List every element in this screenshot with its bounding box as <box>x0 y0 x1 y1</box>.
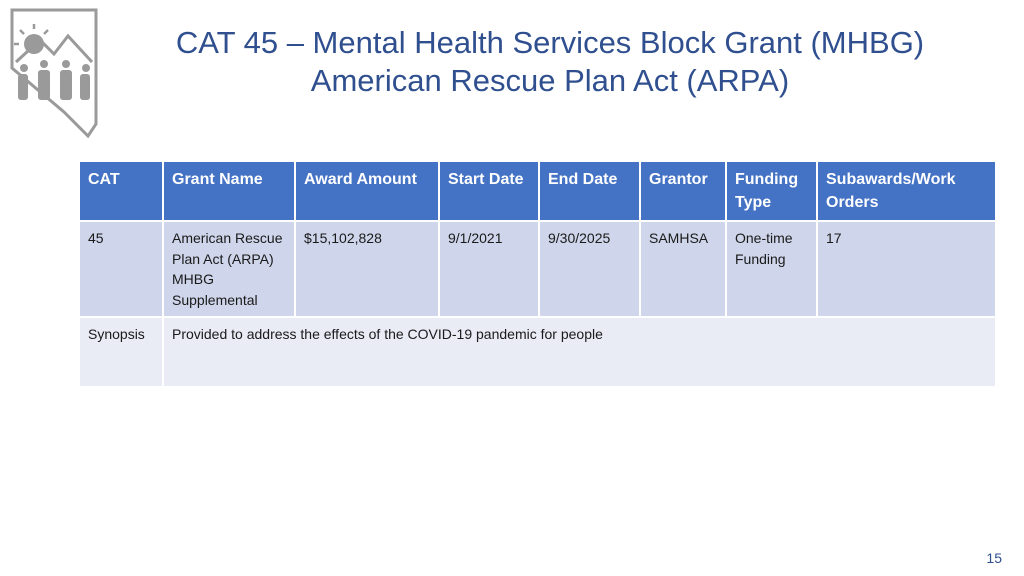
cell-cat: 45 <box>79 221 163 317</box>
header-subawards: Subawards/Work Orders <box>817 161 996 221</box>
synopsis-label: Synopsis <box>79 317 163 387</box>
title-line-1: CAT 45 – Mental Health Services Block Grant (MHBG) <box>175 25 925 60</box>
slide-title <box>150 24 950 100</box>
cell-grantor: SAMHSA <box>640 221 726 317</box>
header-start-date: Start Date <box>439 161 539 221</box>
header-end-date: End Date <box>539 161 640 221</box>
header-grant-name: Grant Name <box>163 161 295 221</box>
cell-subawards: 17 <box>817 221 996 317</box>
header-grantor: Grantor <box>640 161 726 221</box>
synopsis-text: Provided to address the effects of the COVID-19 pandemic for people <box>163 317 996 387</box>
dhhs-logo <box>6 6 106 138</box>
dhhs-nevada-logo-icon <box>6 6 106 138</box>
cell-funding-type: One-time Funding <box>726 221 817 317</box>
synopsis-row <box>79 317 996 387</box>
cell-award-amount: $15,102,828 <box>295 221 439 317</box>
cell-end-date: 9/30/2025 <box>539 221 640 317</box>
title-line-2: American Rescue Plan Act (ARPA) <box>310 63 790 98</box>
header-cat: CAT <box>79 161 163 221</box>
cell-grant-name: American Rescue Plan Act (ARPA) MHBG Supplemental <box>163 221 295 317</box>
grant-table <box>78 160 997 388</box>
table-header-row <box>79 161 996 221</box>
cell-start-date: 9/1/2021 <box>439 221 539 317</box>
header-award-amount: Award Amount <box>295 161 439 221</box>
table-row <box>79 221 996 317</box>
header-funding-type: Funding Type <box>726 161 817 221</box>
page-number: 15 <box>986 550 1002 566</box>
